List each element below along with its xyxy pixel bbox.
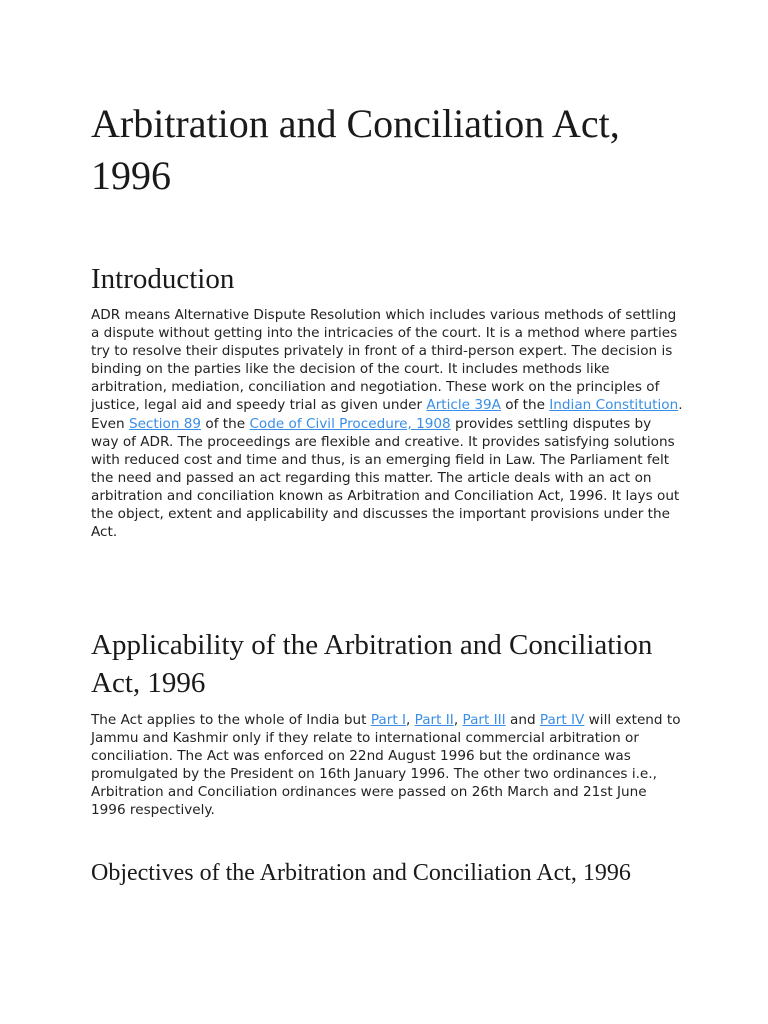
separator-3: and (505, 712, 540, 728)
applicability-text-1: The Act applies to the whole of India but (91, 712, 371, 728)
applicability-paragraph (91, 711, 683, 820)
document-title: Arbitration and Conciliation Act, 1996 (91, 101, 620, 198)
part-1-link[interactable]: Part I (370, 712, 406, 728)
separator-1: , (405, 712, 415, 728)
part-3-link[interactable]: Part III (462, 712, 506, 728)
article-39a-link[interactable]: Article 39A (426, 397, 501, 414)
introduction-text-2: of the (500, 397, 550, 414)
part-2-link[interactable]: Part II (414, 712, 454, 728)
objectives-heading: Objectives of the Arbitration and Conciliation Act, 1996 (91, 860, 631, 886)
separator-2: , (453, 712, 463, 728)
applicability-text-2: will extend to Jammu and Kashmir only if they relate to international commercial arbitration or conciliation. The Act was enforced on 22nd August 1996 but the ordinance was promulgated by the President on 16th January 1996. The other two ordinances i.e., Arbitration and Conciliation ordinances were passed on 26th March and 21st June 1996 respectively. (91, 712, 681, 819)
applicability-heading: Applicability of the Arbitration and Conciliation Act, 1996 (91, 629, 653, 699)
indian-constitution-link[interactable]: Indian Constitution (549, 397, 679, 414)
introduction-paragraph (91, 306, 683, 541)
part-4-link[interactable]: Part IV (539, 712, 585, 728)
introduction-heading: Introduction (91, 263, 235, 295)
introduction-text-1: ADR means Alternative Dispute Resolution which includes various methods of settling a dispute without getting into the intricacies of the court. It is a method where parties try to resolve their disputes privately in front of a third-person expert. The decision is binding on the parties like the decision of the court. It includes methods like arbitration, mediation, conciliation and negotiation. These work on the principles of justice, legal aid and speedy trial as given under (91, 307, 678, 414)
introduction-text-5: provides settling disputes by way of ADR. The proceedings are flexible and creative. It provides satisfying solutions with reduced cost and time and thus, is an emerging field in Law. The Parliament felt the need and passed an act regarding this matter. The article deals with an act on arbitration and conciliation known as Arbitration and Conciliation Act, 1996. It lays out the object, extent and applicability and discusses the important provisions under the Act. (91, 415, 680, 541)
section-89-link[interactable]: Section 89 (128, 415, 202, 432)
code-of-civil-procedure-link[interactable]: Code of Civil Procedure, 1908 (249, 415, 451, 432)
introduction-text-3: . Even (91, 397, 683, 432)
introduction-text-4: of the (201, 415, 250, 432)
